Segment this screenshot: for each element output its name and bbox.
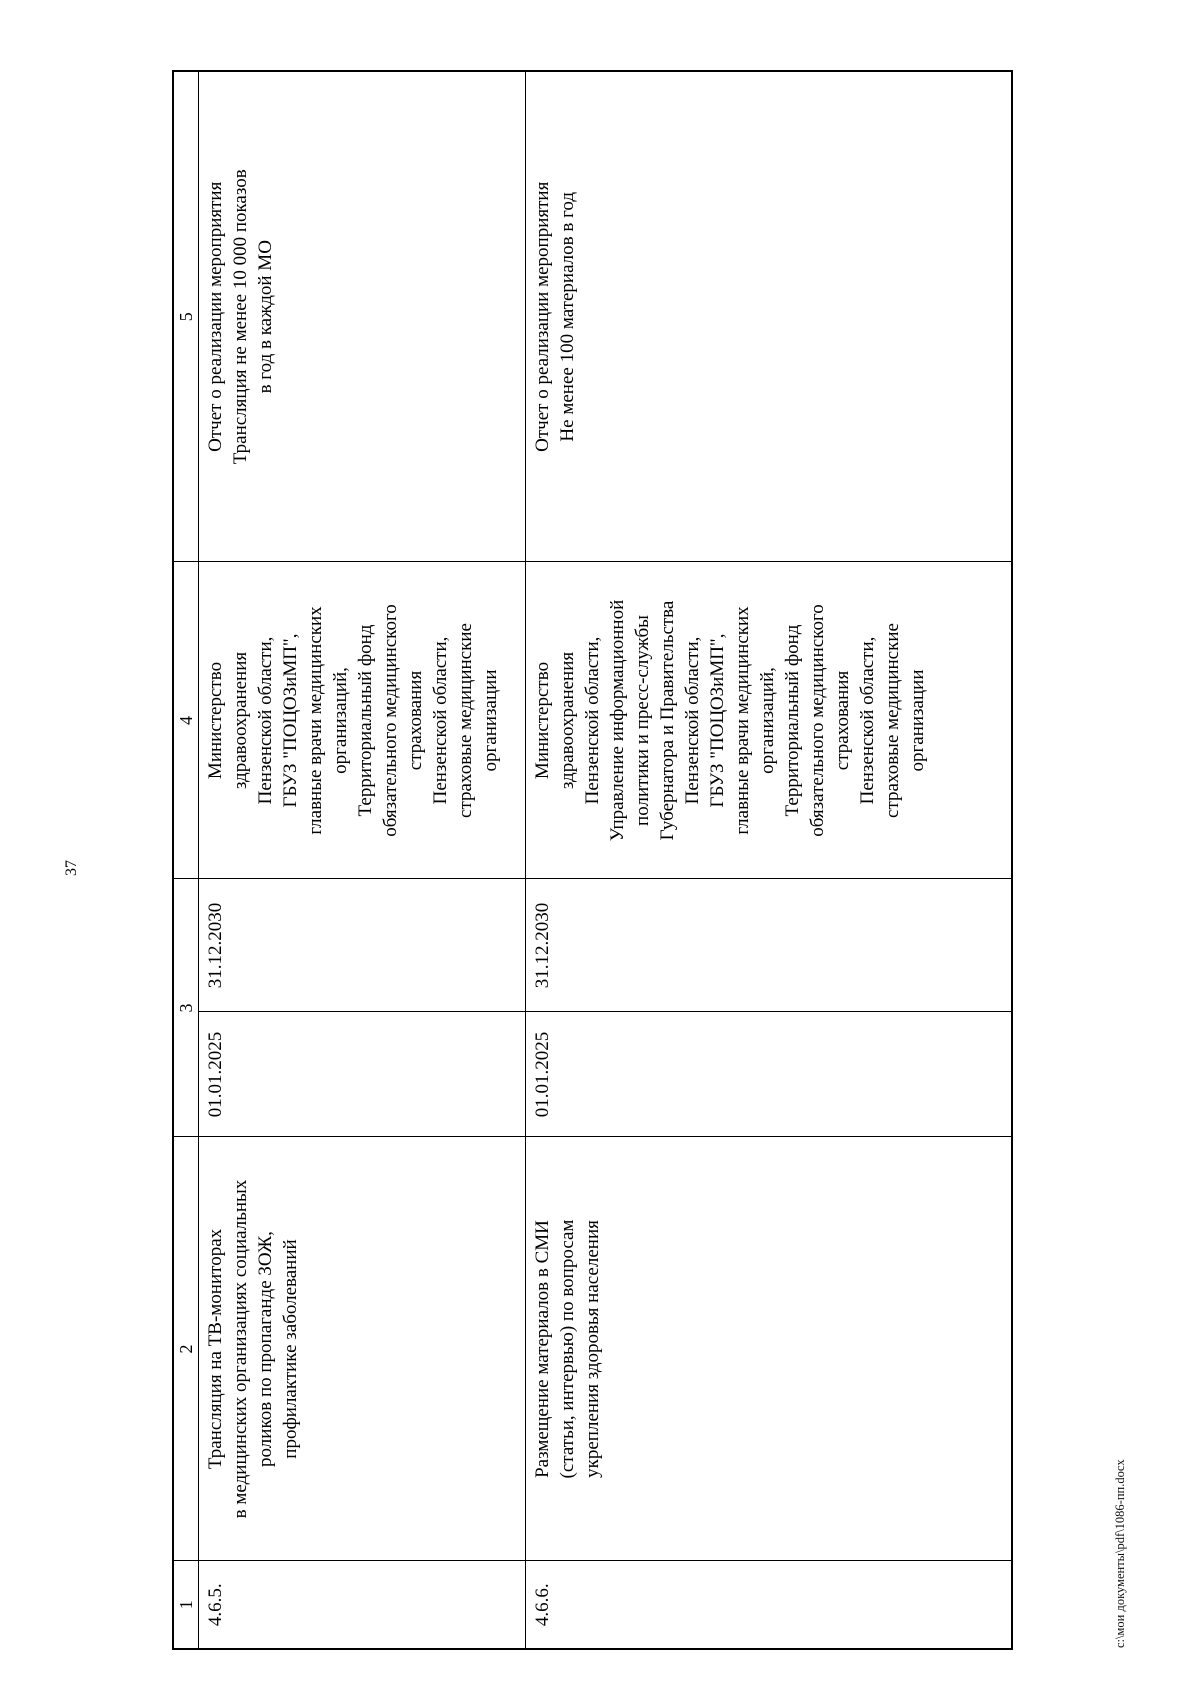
row-number-cell: 4.6.5. [199, 1561, 526, 1649]
activity-cell: Трансляция на ТВ-мониторах в медицинских организациях социальных роликов по пропаганде ЗОЖ, профилактике заболеваний [199, 1137, 526, 1561]
column-header-2: 2 [173, 1137, 199, 1561]
column-header-3: 3 [173, 879, 199, 1137]
activity-cell: Размещение материалов в СМИ (статьи, интервью) по вопросам укрепления здоровья населения [526, 1137, 1012, 1561]
table-row [199, 71, 526, 1649]
rotated-table-layer [172, 72, 1013, 1650]
result-cell: Отчет о реализации мероприятия Трансляция не менее 10 000 показов в год в каждой МО [199, 71, 526, 562]
executors-cell: Министерство здравоохранения Пензенской области, Управление информационной политики и пресс-службы Губернатора и Правительства Пензенской области, ГБУЗ "ПОЦОЗиМП", главные врачи медицинских организаций, Территориальный фонд обязательного медицинского страхования Пензенской области, страховые медицинские организации [526, 562, 1012, 879]
start-date-cell: 01.01.2025 [526, 1012, 1012, 1137]
file-path: c:\мои документы\pdf\1086-пп.docx [1113, 1459, 1127, 1648]
executors-cell: Министерство здравоохранения Пензенской области, ГБУЗ "ПОЦОЗиМП", главные врачи медицинских организаций, Территориальный фонд обязательного медицинского страхования Пензенской области, страховые медицинские организации [199, 562, 526, 879]
column-header-1: 1 [173, 1561, 199, 1649]
column-header-5: 5 [173, 71, 199, 562]
end-date-cell: 31.12.2030 [526, 879, 1012, 1012]
start-date-cell: 01.01.2025 [199, 1012, 526, 1137]
end-date-cell: 31.12.2030 [199, 879, 526, 1012]
table-row [526, 71, 1012, 1649]
column-header-4: 4 [173, 562, 199, 879]
result-cell: Отчет о реализации мероприятия Не менее 100 материалов в год [526, 71, 1012, 562]
table-header-row [173, 71, 199, 1649]
measures-table [172, 70, 1013, 1650]
row-number-cell: 4.6.6. [526, 1561, 1012, 1649]
page-number: 37 [63, 860, 80, 876]
